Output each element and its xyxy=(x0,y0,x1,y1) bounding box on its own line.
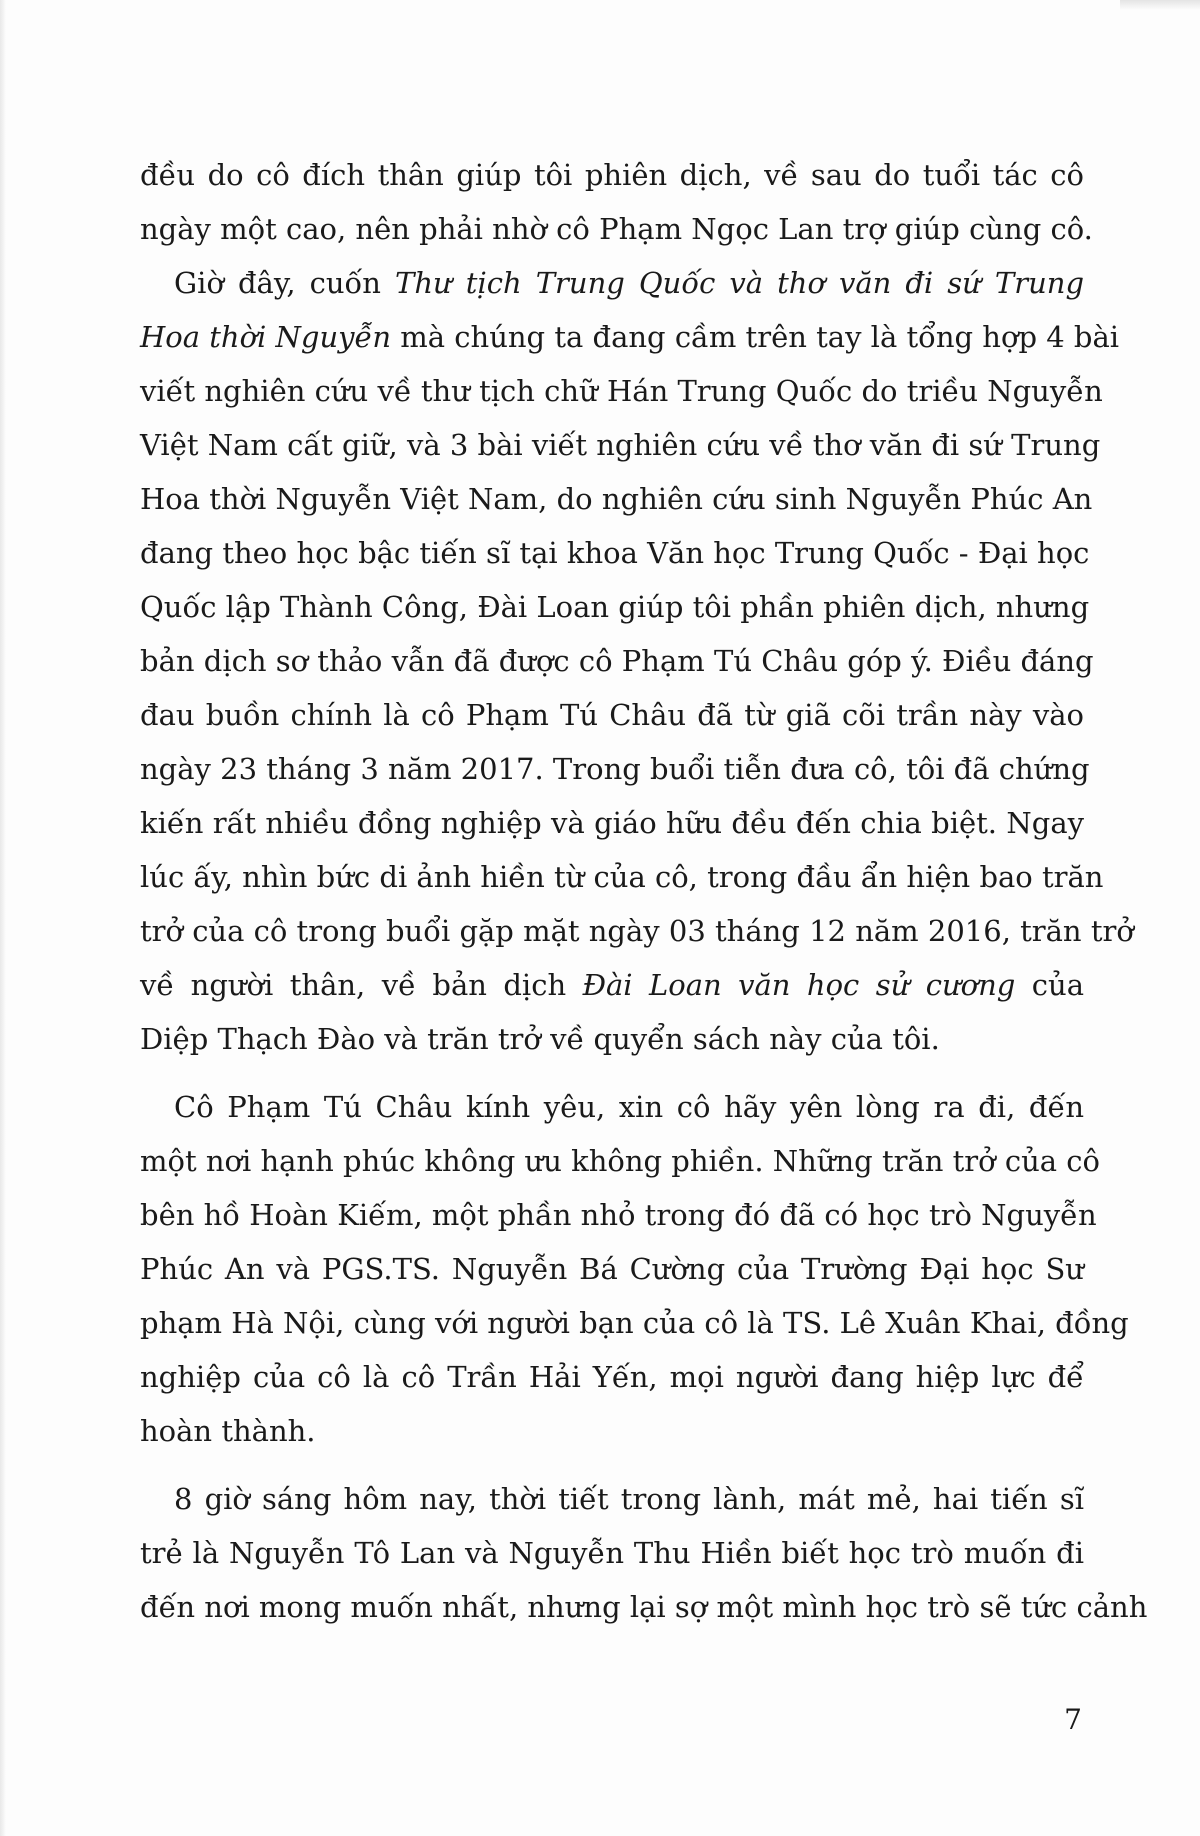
text-line: 8 giờ sáng hôm nay, thời tiết trong lành, mát mẻ, hai tiến sĩ xyxy=(174,1482,1084,1516)
text-line: đang theo học bậc tiến sĩ tại khoa Văn học Trung Quốc - Đại học xyxy=(140,536,1090,570)
paragraph-4 xyxy=(140,1472,1148,1634)
page-number: 7 xyxy=(1064,1703,1082,1736)
text-line: trẻ là Nguyễn Tô Lan và Nguyễn Thu Hiền biết học trò muốn đi xyxy=(140,1536,1084,1570)
text-line xyxy=(140,958,1084,1012)
text-line: hoàn thành. xyxy=(140,1414,316,1448)
paragraph-3 xyxy=(140,1080,1129,1458)
text-line: Cô Phạm Tú Châu kính yêu, xin cô hãy yên lòng ra đi, đến xyxy=(174,1090,1084,1124)
text-span: Giờ đây, cuốn xyxy=(174,266,396,300)
text-line: Hoa thời Nguyễn Việt Nam, do nghiên cứu sinh Nguyễn Phúc An xyxy=(140,482,1093,516)
paragraph-gap xyxy=(140,1458,1084,1472)
text-span: mà chúng ta đang cầm trên tay là tổng hợp 4 bài xyxy=(391,320,1120,354)
text-line: phạm Hà Nội, cùng với người bạn của cô là TS. Lê Xuân Khai, đồng xyxy=(140,1306,1129,1340)
text-line: viết nghiên cứu về thư tịch chữ Hán Trung Quốc do triều Nguyễn xyxy=(140,374,1103,408)
text-line: một nơi hạnh phúc không ưu không phiền. Những trăn trở của cô xyxy=(140,1144,1100,1178)
book-title-italic: Đài Loan văn học sử cương xyxy=(582,968,1016,1002)
text-line xyxy=(140,310,1120,364)
text-line: đến nơi mong muốn nhất, nhưng lại sợ một mình học trò sẽ tức cảnh xyxy=(140,1590,1148,1624)
text-line: Việt Nam cất giữ, và 3 bài viết nghiên cứu về thơ văn đi sứ Trung xyxy=(140,428,1101,462)
text-line: Quốc lập Thành Công, Đài Loan giúp tôi phần phiên dịch, nhưng xyxy=(140,590,1090,624)
text-line: kiến rất nhiều đồng nghiệp và giáo hữu đều đến chia biệt. Ngay xyxy=(140,806,1084,840)
text-line: đều do cô đích thân giúp tôi phiên dịch, về sau do tuổi tác cô xyxy=(140,158,1084,192)
text-line: đau buồn chính là cô Phạm Tú Châu đã từ giã cõi trần này vào xyxy=(140,698,1084,732)
text-line: nghiệp của cô là cô Trần Hải Yến, mọi người đang hiệp lực để xyxy=(140,1360,1084,1394)
text-line: lúc ấy, nhìn bức di ảnh hiền từ của cô, trong đầu ẩn hiện bao trăn xyxy=(140,860,1104,894)
scan-corner xyxy=(1120,0,1200,10)
text-line: ngày một cao, nên phải nhờ cô Phạm Ngọc Lan trợ giúp cùng cô. xyxy=(140,212,1093,246)
text-line: trở của cô trong buổi gặp mặt ngày 03 tháng 12 năm 2016, trăn trở xyxy=(140,914,1134,948)
text-line xyxy=(140,256,1084,310)
text-line: Phúc An và PGS.TS. Nguyễn Bá Cường của Trường Đại học Sư xyxy=(140,1252,1084,1286)
scan-edge xyxy=(0,0,6,1836)
book-title-italic: Hoa thời Nguyễn xyxy=(140,320,392,354)
paragraph-2 xyxy=(140,256,1134,1066)
text-line: ngày 23 tháng 3 năm 2017. Trong buổi tiễn đưa cô, tôi đã chứng xyxy=(140,752,1090,786)
text-span: của xyxy=(1015,968,1084,1002)
text-span: về người thân, về bản dịch xyxy=(140,968,583,1002)
body-text xyxy=(140,148,1148,1634)
text-line: bản dịch sơ thảo vẫn đã được cô Phạm Tú Châu góp ý. Điều đáng xyxy=(140,644,1094,678)
text-line: bên hồ Hoàn Kiếm, một phần nhỏ trong đó đã có học trò Nguyễn xyxy=(140,1198,1097,1232)
paragraph-gap xyxy=(140,1066,1084,1080)
text-line: Diệp Thạch Đào và trăn trở về quyển sách này của tôi. xyxy=(140,1022,940,1056)
book-title-italic: Thư tịch Trung Quốc và thơ văn đi sứ Trung xyxy=(395,266,1085,300)
paragraph-1 xyxy=(140,148,1093,256)
